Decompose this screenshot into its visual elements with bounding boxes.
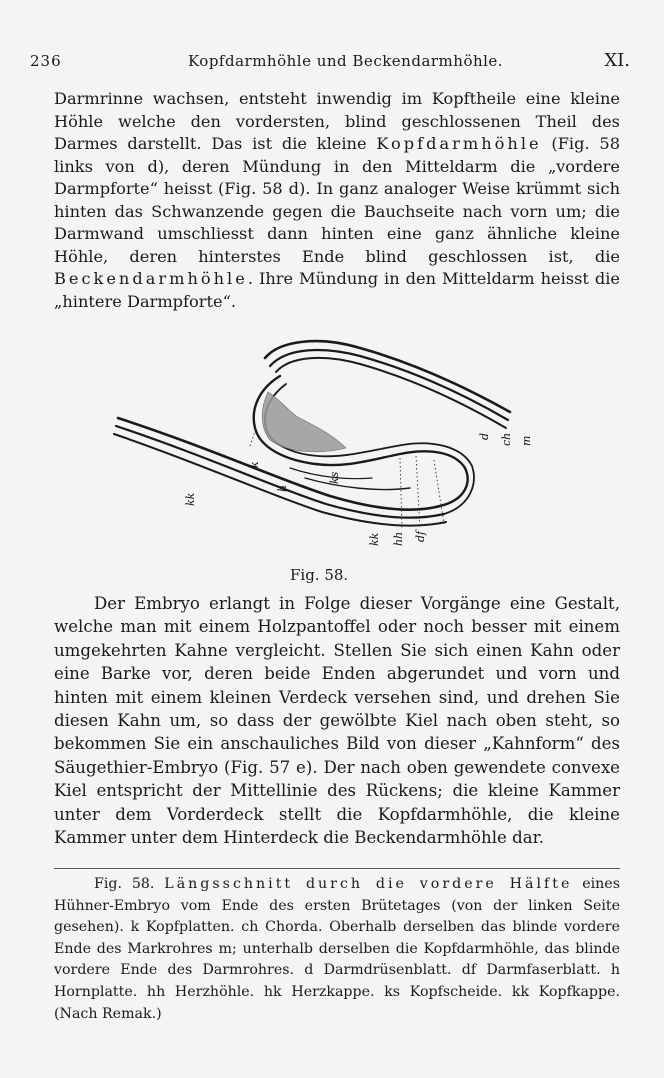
label-m: m bbox=[520, 435, 533, 446]
footnote-divider bbox=[54, 868, 620, 869]
chapter-number: XI. bbox=[604, 50, 630, 71]
caption-title: Längsschnitt durch die vordere Hälfte bbox=[164, 876, 573, 892]
label-kk-mid: kk bbox=[368, 532, 381, 546]
label-ch: ch bbox=[500, 432, 513, 446]
label-k: k bbox=[248, 461, 261, 468]
caption-text: eines Hühner-Embryo vom Ende des ersten Brütetages (von der linken Seite gesehen). k Kopfplatten. ch Chorda. Oberhalb derselben das blinde vordere Ende des Markrohres m; unterhalb derselben die Kopfdarmhöhle, das blinde vordere Ende des Darmrohres. d Darmdrüsenblatt. df Darmfaserblatt. h Hornplatte. hh Herzhöhle. hk Herzkappe. ks Kopfscheide. kk Kopfkappe. (Nach Remak.) bbox=[54, 876, 620, 1022]
paragraph-text: Darmrinne wachsen, entsteht inwendig im Kopftheile eine kleine Höhle welche den vordersten, blind geschlossenen Theil des Darmes darstellt. Das ist die kleine bbox=[54, 89, 620, 153]
label-d: d bbox=[478, 432, 491, 440]
running-title: Kopfdarmhöhle und Beckendarmhöhle. bbox=[188, 52, 504, 70]
label-ks: ks bbox=[328, 471, 341, 484]
label-h: h bbox=[276, 484, 289, 492]
paragraph-kahnform bbox=[54, 592, 620, 849]
label-kk-left: kk bbox=[184, 492, 197, 506]
page-number: 236 bbox=[30, 52, 62, 70]
paragraph-text: Der Embryo erlangt in Folge dieser Vorgänge eine Gestalt, welche man mit einem Holzpantoffel oder noch besser mit einem umgekehrten Kahne vergleicht. Stellen Sie sich einen Kahn oder eine Barke vor, deren beide Enden abgerundet und vorn und hinten mit einem kleinen Verdeck versehen sind, und drehen Sie diesen Kahn um, so dass der gewölbte Kiel nach oben steht, so bekommen Sie ein anschauliches Bild von dieser „Kahnform“ des Säugethier-Embryo (Fig. 57 e). Der nach oben gewendete convexe Kiel entspricht der Mittellinie des Rückens; die kleine Kammer unter dem Vorderdeck stellt die Kopfdarmhöhle, die kleine Kammer unter dem Hinterdeck die Beckendarmhöhle dar. bbox=[54, 594, 620, 848]
label-hh: hh bbox=[392, 531, 405, 546]
paragraph-kopfdarmhoehle bbox=[54, 88, 620, 313]
figure-label: Fig. 58. bbox=[290, 566, 349, 584]
paragraph-text: . Ihre Mündung in den Mitteldarm heisst die „hintere Darmpforte“. bbox=[54, 269, 620, 311]
figure-58-illustration bbox=[110, 328, 570, 550]
figure-caption bbox=[54, 874, 620, 1025]
label-df: df bbox=[414, 530, 427, 542]
term-beckendarmhoehle: Beckendarmhöhle bbox=[54, 269, 248, 288]
paragraph-text: (Fig. 58 links von d), deren Mündung in den Mitteldarm die „vordere Darmpforte“ heisst (Fig. 58 d). In ganz analoger Weise krümmt sich hinten das Schwanzende gegen die Bauchseite nach vorn um; die Darmwand umschliesst dann hinten eine ganz ähnliche kleine Höhle, deren hinterstes Ende blind geschlossen ist, die bbox=[54, 134, 621, 266]
caption-lead: Fig. 58. bbox=[94, 876, 155, 892]
embryo-section-drawing bbox=[110, 328, 570, 550]
term-kopfdarmhoehle: Kopfdarmhöhle bbox=[376, 134, 542, 153]
running-header bbox=[30, 52, 630, 80]
